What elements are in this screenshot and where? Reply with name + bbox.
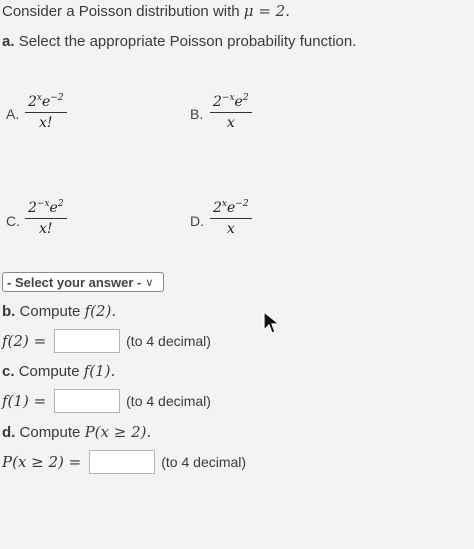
part-b-hint: (to 4 decimal) (126, 333, 211, 349)
part-a-text: Select the appropriate Poisson probability function. (18, 33, 357, 50)
option-d-denominator: x (226, 221, 235, 237)
option-a-numerator: $2^xe^{-2}$ (25, 93, 67, 113)
part-c-math: f(1). (83, 362, 116, 380)
part-d-label: d. (2, 424, 16, 441)
option-c-fraction[interactable] (25, 199, 67, 237)
part-c-answer-row (2, 389, 211, 413)
answer-select-label: - Select your answer - (7, 274, 142, 290)
option-b-denominator: x (226, 115, 235, 131)
option-b-numerator: $2^{-x}e^2$ (210, 93, 252, 113)
option-c-denominator: x! (39, 221, 53, 237)
part-c-label: c. (2, 363, 15, 380)
part-c-prompt (2, 362, 115, 380)
mouse-pointer-icon (262, 310, 280, 336)
part-b-answer-row (2, 329, 211, 353)
intro-text (2, 2, 290, 20)
intro-label: Consider a Poisson distribution with (2, 3, 240, 20)
option-a-denominator: x! (39, 115, 53, 131)
f1-answer-input[interactable] (54, 389, 120, 413)
option-b-fraction[interactable] (210, 93, 252, 131)
option-d-numerator: $2^xe^{-2}$ (210, 199, 252, 219)
f2-answer-input[interactable] (54, 329, 120, 353)
part-c-text: Compute (18, 363, 80, 380)
part-b-text: Compute (19, 303, 81, 320)
answer-select[interactable] (2, 272, 164, 292)
p-x-ge-2-answer-input[interactable] (89, 450, 155, 474)
part-d-prompt (2, 423, 151, 441)
part-d-math: P(x ≥ 2). (84, 423, 152, 441)
option-d-fraction[interactable] (210, 199, 252, 237)
part-c-lhs: f(1) = (2, 392, 47, 410)
option-a-fraction[interactable] (25, 93, 67, 131)
part-d-text: Compute (19, 424, 81, 441)
intro-math: μ = 2. (243, 2, 290, 20)
part-b-label: b. (2, 303, 16, 320)
option-d-letter: D. (190, 213, 204, 229)
option-b-letter: B. (190, 106, 204, 122)
part-d-lhs: P(x ≥ 2) = (2, 453, 82, 471)
part-d-hint: (to 4 decimal) (161, 454, 247, 470)
part-d-answer-row (2, 450, 246, 474)
part-a-prompt (2, 33, 356, 50)
part-b-math: f(2). (84, 302, 117, 320)
option-a-letter: A. (6, 106, 20, 122)
option-c-numerator: $2^{-x}e^2$ (25, 199, 67, 219)
part-b-lhs: f(2) = (2, 332, 47, 350)
part-c-hint: (to 4 decimal) (126, 393, 211, 409)
chevron-down-icon: ∨ (145, 276, 154, 289)
part-a-label: a. (2, 33, 15, 50)
part-b-prompt (2, 302, 116, 320)
option-c-letter: C. (6, 213, 20, 229)
